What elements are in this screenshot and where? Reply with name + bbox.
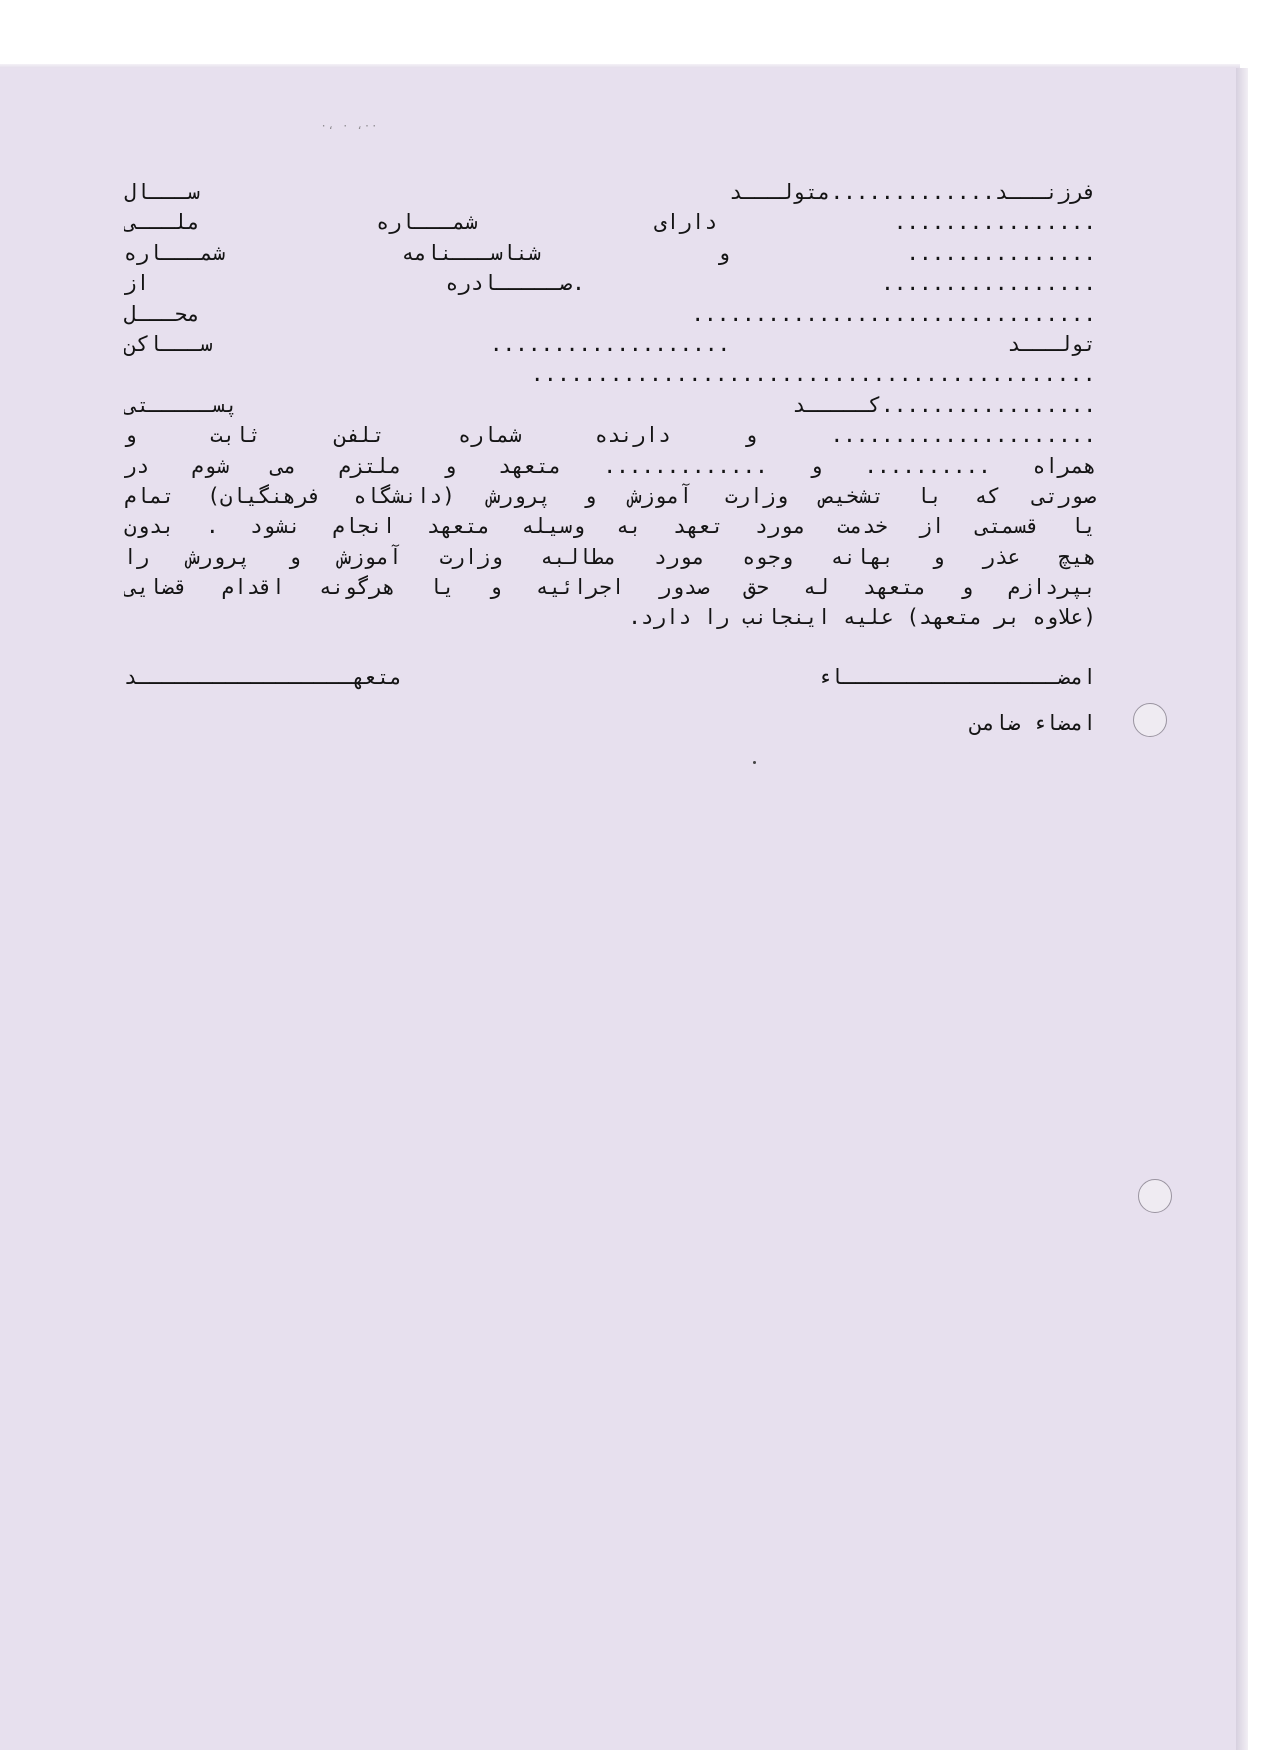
text-line: ................................ محـــل: [124, 301, 1096, 326]
text-line: همراه .......... و ............. متعهد و ملتزم می شوم در: [124, 453, 1096, 478]
text-line: ...........................................: [530, 362, 1096, 387]
text-line: تولـــد ................... ســـاکن: [124, 331, 1096, 356]
text-line: صورتی که با تشخیص وزارت آموزش و پرورش (دانشگاه فرهنگیان) تمام: [124, 483, 1096, 508]
text-line: هیچ عذر و بهانه وجوه مورد مطالبه وزارت آموزش و پرورش را: [124, 544, 1096, 569]
text-line: بپردازم و متعهد له حق صدور اجرائیه و یا هرگونه اقدام قضایی: [124, 575, 1096, 600]
punch-hole-top: [1133, 703, 1167, 737]
text-line: ............... و شناســـنامه شمـــاره: [124, 240, 1096, 265]
text-line: فرزنـــد.............متولـــد ســـال: [124, 180, 1096, 204]
commitment-text: [124, 177, 1096, 633]
paper-speck: [753, 761, 756, 764]
margin-note: ۰، ۰ ،۰۰: [320, 118, 378, 132]
text-line: یا قسمتی از خدمت مورد تعهد به وسیله متعهد انجام نشود . بدون: [124, 514, 1096, 539]
text-line: ..................... و دارنده شماره تلفن ثابت و: [124, 423, 1096, 448]
text-line: .................کـــــد پســـــتی: [124, 392, 1096, 417]
paper-right-edge: [1236, 68, 1248, 1750]
text-line: (علاوه بر متعهد) علیه اینجانب را دارد.: [628, 605, 1096, 630]
text-line: ................ دارای شمـــاره ملـــی: [124, 210, 1096, 235]
text-line: ................. .صـــــادره از: [124, 271, 1096, 296]
obligor-signature-label: امضـــــــــــــــــاء متعهـــــــــــــــــد: [124, 665, 1096, 689]
guarantor-signature-label: امضاء ضامن: [969, 711, 1096, 735]
punch-hole-bottom: [1138, 1179, 1172, 1213]
